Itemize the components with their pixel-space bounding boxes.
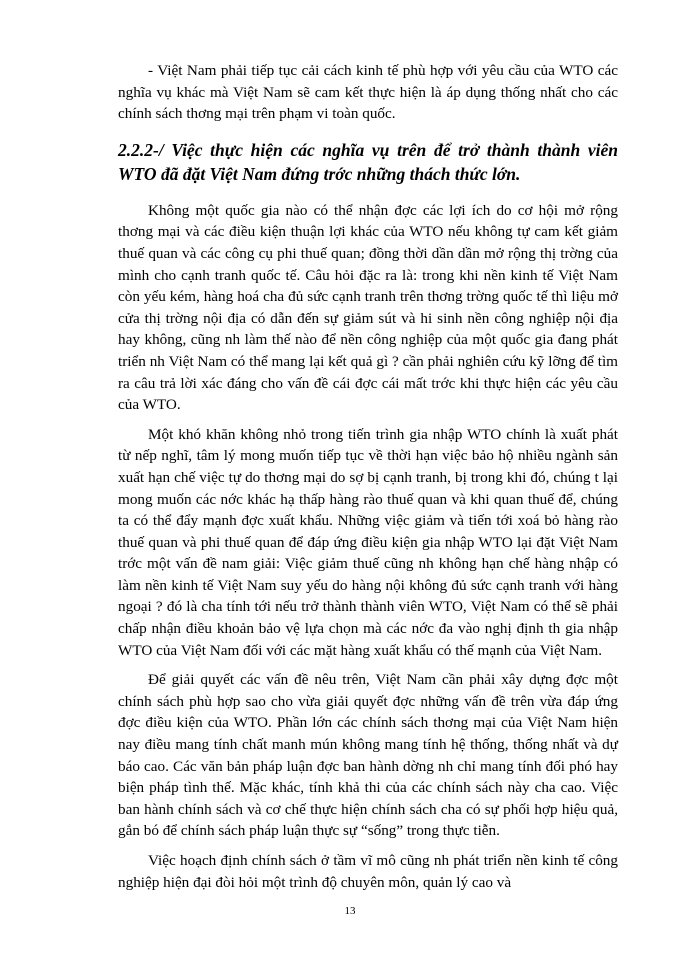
body-paragraph-4: Việc hoạch định chính sách ở tầm vĩ mô cũng nh phát triển nền kinh tế công nghiệp hiện đại đòi hỏi một trình độ chuyên môn, quản lý cao và	[118, 852, 618, 891]
body-paragraph-1: Không một quốc gia nào có thể nhận đợc các lợi ích do cơ hội mở rộng thơng mại và các điều kiện thuận lợi khác của WTO nếu không tự cam kết giảm thuế quan và các công cụ phi thuế quan; đồng thời dần dần mở rộng thị trờng của mình cho cạnh tranh quốc tế. Câu hỏi đặc ra là: trong khi nền kinh tế Việt Nam còn yếu kém, hàng hoá cha đủ sức cạnh tranh trên thơng trờng quốc tế thì liệu mở cửa thị trờng nội địa có dẫn đến sự giảm sút và hi sinh nền công nghiệp nội địa hay không, cũng nh làm thế nào để nền công nghiệp của một quốc gia đang phát triển nh Việt Nam có thể mang lại kết quả gì ? cần phải nghiên cứu kỹ lỡng để tìm ra câu trả lời xác đáng cho vấn đề cái đợc cái mất trớc khi thực hiện các yêu cầu của WTO.	[118, 201, 618, 414]
page-number: 13	[344, 905, 356, 917]
body-paragraph-3: Để giải quyết các vấn đề nêu trên, Việt Nam cần phải xây dựng đợc một chính sách phù hợp sao cho vừa giải quyết đợc những vấn đề trên vừa đáp ứng đợc điều kiện của WTO. Phần lớn các chính sách thơng mại của Việt Nam hiện nay điều mang tính chất manh mún không mang tính hệ thống, thống nhất và dự báo cao. Các văn bản pháp luận đợc ban hành dờng nh chỉ mang tính đối phó hay biện pháp tình thế. Mặc khác, tính khả thi của các chính sách này cha cao. Việc ban hành chính sách và cơ chế thực hiện chính sách cha có sự phối hợp hiệu quả, gắn bó để chính sách pháp luận thực sự “sống” trong thực tiễn.	[118, 671, 618, 840]
intro-paragraph: - Việt Nam phải tiếp tục cải cách kinh tế phù hợp với yêu cầu của WTO các nghĩa vụ khác mà Việt Nam sẽ cam kết thực hiện là áp dụng thống nhất cho các chính sách thơng mại trên phạm vi toàn quốc.	[118, 62, 618, 123]
body-paragraph-2: Một khó khăn không nhỏ trong tiến trình gia nhập WTO chính là xuất phát từ nếp nghĩ, tâm lý mong muốn tiếp tục về thời hạn việc bảo hộ nhiều ngành sản xuất hạn chế việc tự do thơng mại do sợ bị cạnh tranh, bị trong khi đó, chúng t lại mong muốn các nớc khác hạ thấp hàng rào thuế quan và khi quan thuế để, chúng ta có thể đẩy mạnh đợc xuất khẩu. Những việc giảm và tiến tới xoá bỏ hàng rào thuế quan và phi thuế quan để đáp ứng điều kiện gia nhập WTO lại đặt Việt Nam trớc một vấn đề nam giải: Việc giảm thuế cũng nh không hạn chế hàng nhập có làm nền kinh tế Việt Nam suy yếu do hàng nội không đủ sức cạnh tranh với hàng ngoại ? đó là cha tính tới nếu trở thành thành viên WTO, Việt Nam có thể sẽ phải chấp nhận điều khoản bảo vệ lựa chọn mà các nớc đa vào nghị định th gia nhập WTO của Việt Nam đối với các mặt hàng xuất khẩu có thế mạnh của Việt Nam.	[118, 425, 618, 659]
section-heading: 2.2.2-/ Việc thực hiện các nghĩa vụ trên để trở thành thành viên WTO đã đặt Việt Nam đứng trớc những thách thức lớn.	[118, 139, 618, 184]
document-page	[118, 60, 618, 893]
